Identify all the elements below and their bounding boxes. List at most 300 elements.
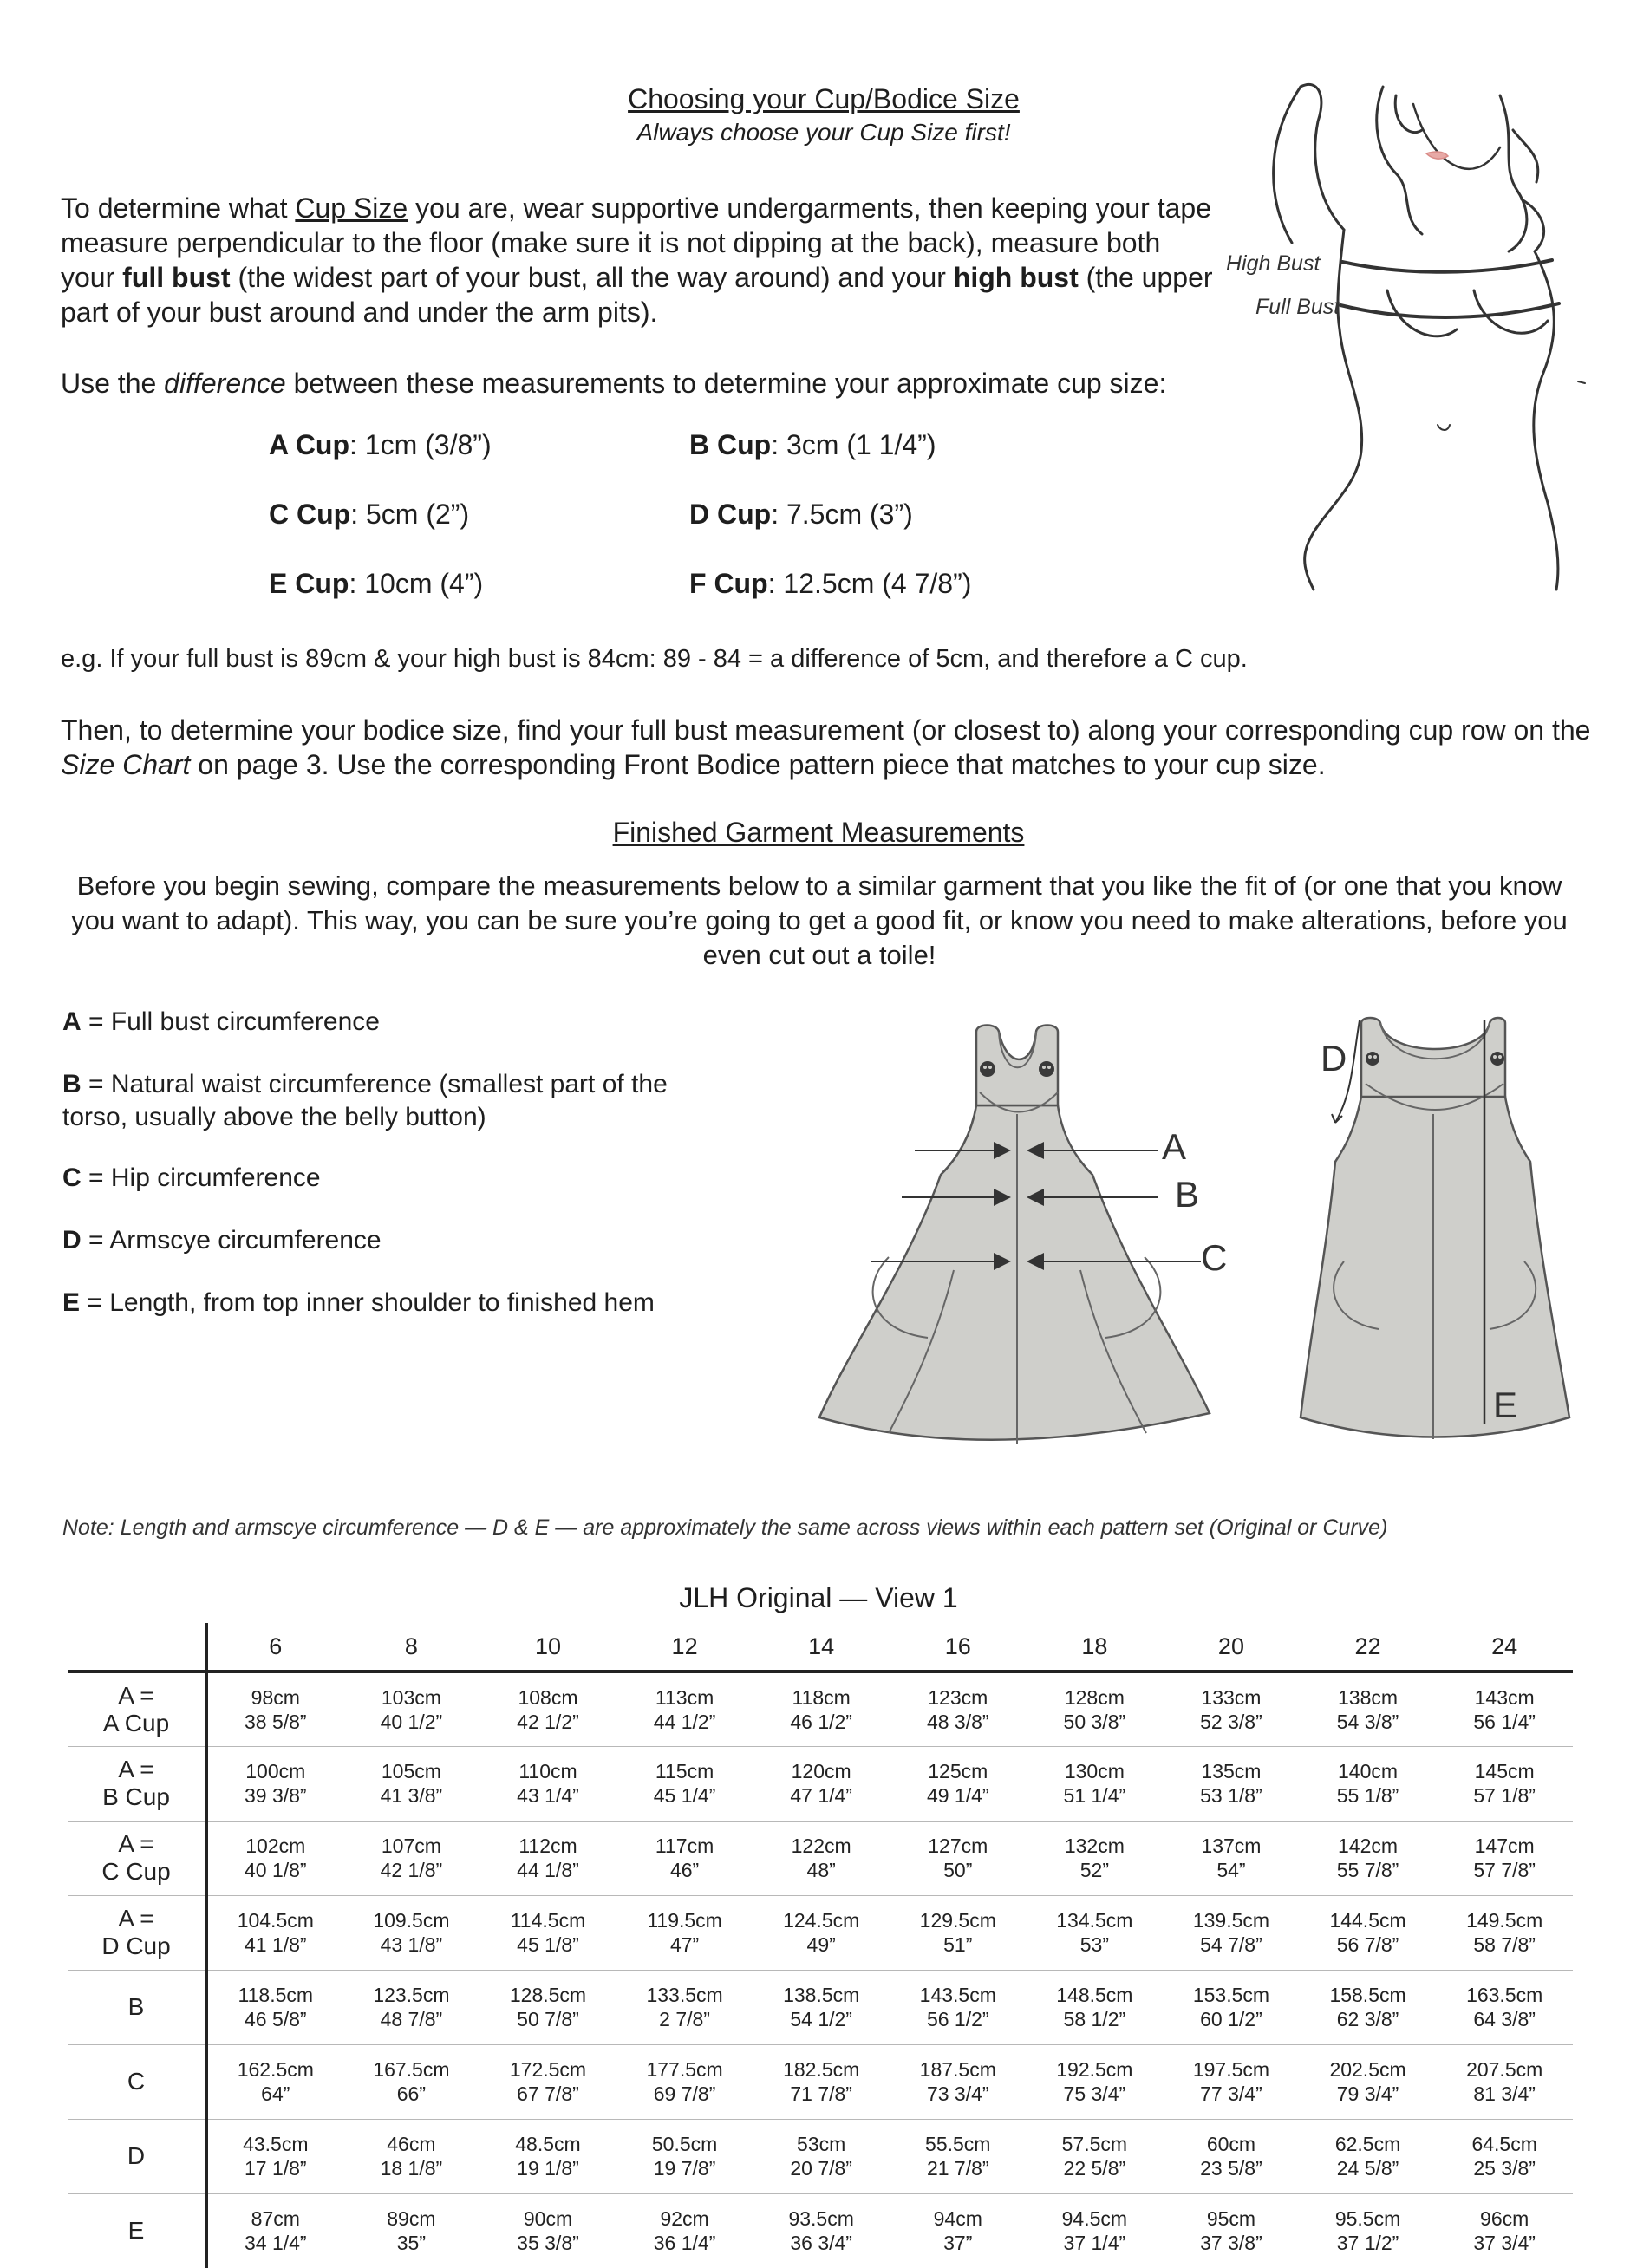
size-header: 16 (890, 1623, 1027, 1672)
measurement-cell (1163, 2044, 1300, 2119)
inch-value: 77 3/4” (1200, 2082, 1262, 2105)
inch-value: 35 3/8” (517, 2232, 579, 2255)
measurement-cell (206, 1746, 343, 1821)
cm-value: 43.5cm (243, 2133, 309, 2155)
inch-value: 37 1/4” (1063, 2232, 1126, 2255)
cm-value: 145cm (1474, 1760, 1535, 1782)
inch-value: 44 1/2” (653, 1710, 716, 1733)
inch-value: 56 7/8” (1336, 1933, 1399, 1956)
cm-value: 163.5cm (1466, 1984, 1543, 2006)
measurement-cell (479, 2044, 616, 2119)
cm-value: 89cm (387, 2207, 436, 2231)
inch-value: 17 1/8” (244, 2157, 307, 2180)
text-segment: To determine what (61, 192, 296, 224)
measurement-cell (1300, 1970, 1437, 2044)
cup-section-title: Choosing your Cup/Bodice Size (628, 83, 1020, 114)
table-row (68, 1895, 1573, 1970)
cm-value: 124.5cm (783, 1909, 860, 1932)
cm-value: 112cm (518, 1835, 577, 1857)
cm-value: 133.5cm (646, 1984, 723, 2006)
cm-value: 64.5cm (1471, 2133, 1537, 2155)
text-segment: (the upper part of your bust around and under the arm pits). (61, 262, 1213, 328)
cm-value: 132cm (1064, 1835, 1125, 1857)
measurement-cell (616, 1672, 753, 1746)
cm-value: 108cm (518, 1685, 578, 1709)
measurement-cell (206, 1970, 343, 2044)
size-header: 8 (343, 1623, 480, 1672)
cm-value: 60cm (1206, 2133, 1256, 2155)
row-label-line: E (127, 2217, 145, 2245)
inch-value: 41 3/8” (380, 1784, 443, 1807)
inch-value: 45 1/4” (653, 1784, 716, 1807)
cm-value: 113cm (655, 1685, 714, 1709)
diagram-letter-c: C (1201, 1237, 1228, 1278)
cm-value: 110cm (518, 1760, 577, 1782)
row-label (68, 1746, 206, 1821)
row-label (68, 2044, 206, 2119)
measurement-cell (753, 1821, 890, 1895)
row-label-line: A Cup (102, 1709, 170, 1737)
inch-value: 23 5/8” (1200, 2157, 1262, 2180)
inch-value: 21 7/8” (926, 2157, 989, 2180)
inch-value: 37” (943, 2232, 973, 2255)
inch-value: 22 5/8” (1063, 2157, 1126, 2180)
inch-value: 73 3/4” (926, 2082, 989, 2105)
table-row (68, 2193, 1573, 2268)
inch-value: 37 1/2” (1336, 2232, 1399, 2255)
cm-value: 119.5cm (647, 1909, 722, 1932)
cm-value: 149.5cm (1466, 1909, 1543, 1932)
cm-value: 130cm (1064, 1760, 1125, 1782)
measurement-cell (616, 2119, 753, 2193)
row-label-line: A = (118, 1681, 154, 1709)
text-segment: you are, wear supportive undergarments, then keeping your tape measure perpendicular to the floor (make sure it is not dipping at the back), measure both your (61, 192, 1211, 293)
cm-value: 87cm (251, 2207, 300, 2231)
measurement-cell (343, 1672, 480, 1746)
table-row (68, 1970, 1573, 2044)
front-dress-diagram (806, 1010, 1240, 1452)
cm-value: 172.5cm (509, 2058, 587, 2081)
inch-value: 44 1/8” (517, 1859, 579, 1881)
cm-value: 187.5cm (919, 2058, 996, 2081)
diagram-letter-b: B (1175, 1174, 1200, 1215)
measurement-cell (343, 1895, 480, 1970)
cm-value: 142cm (1338, 1835, 1399, 1857)
measurement-cell (479, 1746, 616, 1821)
table-row (68, 1821, 1573, 1895)
text-segment: Cup Size (295, 192, 408, 224)
cup-f: F Cup: 12.5cm (4 7/8”) (689, 568, 972, 599)
measurement-cell (753, 2044, 890, 2119)
inch-value: 50” (943, 1859, 973, 1881)
cup-section-subtitle: Always choose your Cup Size first! (636, 119, 1011, 146)
inch-value: 47 1/4” (790, 1784, 852, 1807)
row-label-line: C (127, 2068, 146, 2095)
cm-value: 123.5cm (373, 1984, 450, 2006)
row-label (68, 1672, 206, 1746)
measurement-cell (343, 1746, 480, 1821)
inch-value: 64 3/8” (1473, 2008, 1536, 2030)
size-header: 12 (616, 1623, 753, 1672)
inch-value: 2 7/8” (659, 2008, 710, 2030)
cm-value: 138.5cm (783, 1984, 860, 2006)
measurement-cell (616, 1970, 753, 2044)
inch-value: 55 7/8” (1336, 1859, 1399, 1881)
inch-value: 50 7/8” (517, 2008, 579, 2030)
measurement-cell (206, 1821, 343, 1895)
cm-value: 104.5cm (237, 1909, 314, 1932)
cup-d: D Cup: 7.5cm (3”) (689, 499, 913, 530)
text-segment: full bust (122, 262, 231, 293)
cm-value: 100cm (245, 1760, 306, 1782)
cm-value: 140cm (1338, 1760, 1399, 1782)
inch-value: 55 1/8” (1336, 1784, 1399, 1807)
lips-mark (1426, 152, 1448, 159)
cm-value: 128cm (1064, 1685, 1125, 1709)
cm-value: 50.5cm (651, 2133, 718, 2155)
measurement-cell (1436, 1672, 1573, 1746)
note-text: Note: Length and armscye circumference — D & E — are approximately the same across views within each pattern set (Original or Curve) (62, 1515, 1388, 1540)
row-label-line: A = (118, 1756, 154, 1782)
cm-value: 120cm (791, 1760, 851, 1782)
measurement-cell (1163, 2193, 1300, 2268)
inch-value: 64” (261, 2082, 290, 2105)
cm-value: 128.5cm (509, 1984, 587, 2006)
measurement-cell (890, 1895, 1027, 1970)
measurement-cell (206, 2119, 343, 2193)
size-header: 22 (1300, 1623, 1437, 1672)
inch-value: 19 7/8” (653, 2157, 716, 2180)
inch-value: 57 1/8” (1473, 1784, 1536, 1807)
measurement-cell (1163, 1672, 1300, 1746)
measurement-cell (1300, 1672, 1437, 1746)
inch-value: 51 1/4” (1063, 1784, 1126, 1807)
cm-value: 109.5cm (373, 1909, 450, 1932)
inch-value: 58 7/8” (1473, 1933, 1536, 1956)
cm-value: 57.5cm (1061, 2133, 1128, 2155)
inch-value: 37 3/8” (1200, 2232, 1262, 2255)
row-label (68, 2119, 206, 2193)
cm-value: 62.5cm (1334, 2133, 1401, 2155)
inch-value: 50 3/8” (1063, 1710, 1126, 1733)
measurement-cell (1436, 1970, 1573, 2044)
cm-value: 92cm (660, 2207, 709, 2231)
cm-value: 144.5cm (1329, 1909, 1406, 1932)
full-bust-label: Full Bust (1255, 295, 1340, 319)
inch-value: 54 3/8” (1336, 1710, 1399, 1733)
cm-value: 122cm (791, 1835, 851, 1857)
inch-value: 46” (669, 1859, 700, 1881)
measurement-cell (479, 1970, 616, 2044)
cm-value: 118cm (792, 1685, 851, 1709)
cm-value: 129.5cm (919, 1909, 996, 1932)
cm-value: 107cm (381, 1835, 441, 1857)
measurement-cell (1027, 1895, 1164, 1970)
table-row (68, 2044, 1573, 2119)
inch-value: 41 1/8” (244, 1933, 307, 1956)
measurement-cell (1300, 2193, 1437, 2268)
inch-value: 40 1/2” (380, 1710, 443, 1733)
measurement-cell (206, 2044, 343, 2119)
cup-example: e.g. If your full bust is 89cm & your high bust is 84cm: 89 - 84 = a difference of 5cm, and therefore a C cup. (61, 645, 1248, 673)
measurement-cell (343, 2193, 480, 2268)
text-segment: between these measurements to determine your approximate cup size: (285, 368, 1167, 399)
row-label-line: D (127, 2142, 146, 2169)
diagram-letter-d: D (1321, 1038, 1347, 1079)
table-header-row (68, 1623, 1573, 1672)
measurement-cell (1300, 2119, 1437, 2193)
measurement-cell (1436, 2193, 1573, 2268)
inch-value: 46 1/2” (790, 1710, 852, 1733)
cup-size-list (269, 429, 1101, 637)
cm-value: 103cm (381, 1685, 441, 1709)
inch-value: 56 1/4” (1473, 1710, 1536, 1733)
row-label-line: B Cup (102, 1783, 170, 1810)
cm-value: 117cm (655, 1835, 714, 1857)
measurement-cell (1436, 1746, 1573, 1821)
cm-value: 135cm (1201, 1760, 1262, 1782)
table-corner-cell (68, 1623, 206, 1672)
measurement-cell (1027, 1970, 1164, 2044)
measurement-cell (206, 2193, 343, 2268)
measurement-cell (1027, 1821, 1164, 1895)
cm-value: 95.5cm (1334, 2207, 1401, 2231)
cm-value: 143.5cm (919, 1984, 996, 2006)
measurement-cell (753, 2193, 890, 2268)
size-header: 20 (1163, 1623, 1300, 1672)
inch-value: 62 3/8” (1336, 2008, 1399, 2030)
definition-a: A = Full bust circumference (62, 1007, 380, 1036)
cm-value: 182.5cm (783, 2058, 860, 2081)
measurement-cell (753, 2119, 890, 2193)
cm-value: 55.5cm (925, 2133, 991, 2155)
high-bust-label: High Bust (1226, 251, 1321, 276)
cm-value: 167.5cm (373, 2058, 450, 2081)
size-header: 6 (206, 1623, 343, 1672)
table-body (68, 1672, 1573, 2268)
inch-value: 69 7/8” (653, 2082, 716, 2105)
cm-value: 197.5cm (1192, 2058, 1270, 2081)
inch-value: 54 1/2” (790, 2008, 852, 2030)
cup-b: B Cup: 3cm (1 1/4”) (689, 429, 936, 460)
body-figure-illustration (1214, 69, 1595, 590)
row-label (68, 1895, 206, 1970)
text-segment: Size Chart (61, 749, 191, 780)
measurement-cell (890, 1821, 1027, 1895)
inch-value: 40 1/8” (244, 1859, 307, 1881)
inch-value: 43 1/4” (517, 1784, 579, 1807)
inch-value: 67 7/8” (517, 2082, 579, 2105)
inch-value: 53” (1079, 1933, 1109, 1956)
back-dress-diagram (1292, 1010, 1578, 1444)
definition-d: D = Armscye circumference (62, 1226, 382, 1255)
inch-value: 45 1/8” (517, 1933, 579, 1956)
table-row (68, 1746, 1573, 1821)
inch-value: 42 1/2” (517, 1710, 579, 1733)
cm-value: 90cm (523, 2207, 573, 2231)
inch-value: 37 3/4” (1473, 2232, 1536, 2255)
measurement-cell (1300, 1821, 1437, 1895)
inch-value: 34 1/4” (244, 2232, 307, 2255)
definition-e: E = Length, from top inner shoulder to finished hem (62, 1288, 655, 1317)
measurement-cell (1436, 1895, 1573, 1970)
inch-value: 25 3/8” (1473, 2157, 1536, 2180)
bodice-paragraph (61, 713, 1613, 782)
row-label-line: C Cup (101, 1858, 171, 1885)
row-label (68, 1970, 206, 2044)
cm-value: 48.5cm (515, 2133, 581, 2155)
inch-value: 66” (396, 2082, 427, 2105)
measurement-cell (1163, 1746, 1300, 1821)
inch-value: 36 3/4” (790, 2232, 852, 2255)
table-title: JLH Original — View 1 (679, 1582, 958, 1613)
measurement-table (68, 1623, 1573, 2268)
measurement-cell (1163, 2119, 1300, 2193)
measurement-cell (479, 2119, 616, 2193)
cm-value: 53cm (797, 2133, 846, 2155)
cm-value: 94.5cm (1061, 2207, 1128, 2231)
measurement-cell (343, 1970, 480, 2044)
inch-value: 36 1/4” (653, 2232, 716, 2255)
row-label (68, 1821, 206, 1895)
inch-value: 54 7/8” (1200, 1933, 1262, 1956)
row-label-line: A = (118, 1830, 154, 1857)
measurement-cell (1300, 1895, 1437, 1970)
diagram-letter-e: E (1493, 1385, 1518, 1425)
cm-value: 153.5cm (1192, 1984, 1270, 2006)
size-header: 10 (479, 1623, 616, 1672)
measurement-cell (753, 1970, 890, 2044)
inch-value: 49 1/4” (926, 1784, 989, 1807)
text-segment: (the widest part of your bust, all the way around) and your (230, 262, 954, 293)
measurement-cell (1163, 1970, 1300, 2044)
inch-value: 58 1/2” (1063, 2008, 1126, 2030)
cup-difference-paragraph (61, 366, 1275, 401)
inch-value: 54” (1216, 1859, 1246, 1881)
cm-value: 148.5cm (1056, 1984, 1133, 2006)
cup-a: A Cup: 1cm (3/8”) (269, 429, 492, 460)
inch-value: 53 1/8” (1200, 1784, 1262, 1807)
row-label-line: A = (118, 1905, 154, 1932)
measurement-cell (753, 1672, 890, 1746)
inch-value: 51” (943, 1933, 973, 1956)
inch-value: 43 1/8” (380, 1933, 443, 1956)
cm-value: 96cm (1480, 2207, 1529, 2231)
inch-value: 47” (669, 1933, 700, 1956)
measurement-cell (1300, 2044, 1437, 2119)
text-segment: Then, to determine your bodice size, find your full bust measurement (or closest to) along your corresponding cup row on the (61, 714, 1591, 746)
measurement-cell (890, 2044, 1027, 2119)
inch-value: 49” (806, 1933, 836, 1956)
text-segment: on page 3. Use the corresponding Front Bodice pattern piece that matches to your cup size. (190, 749, 1326, 780)
measurement-cell (1163, 1821, 1300, 1895)
cm-value: 125cm (928, 1760, 988, 1782)
measurement-cell (890, 1746, 1027, 1821)
cm-value: 105cm (381, 1760, 441, 1782)
inch-value: 81 3/4” (1473, 2082, 1536, 2105)
table-row (68, 2119, 1573, 2193)
inch-value: 19 1/8” (517, 2157, 579, 2180)
inch-value: 46 5/8” (244, 2008, 307, 2030)
inch-value: 42 1/8” (380, 1859, 443, 1881)
measurement-cell (206, 1895, 343, 1970)
cm-value: 162.5cm (237, 2058, 314, 2081)
cm-value: 123cm (928, 1685, 988, 1709)
inch-value: 48 3/8” (926, 1710, 989, 1733)
inch-value: 39 3/8” (244, 1784, 307, 1807)
measurement-cell (616, 1746, 753, 1821)
cm-value: 102cm (245, 1835, 306, 1857)
inch-value: 52” (1079, 1859, 1109, 1881)
measurement-cell (890, 2119, 1027, 2193)
measurement-cell (479, 1821, 616, 1895)
measurement-cell (890, 1672, 1027, 1746)
row-label-line: D Cup (101, 1932, 171, 1959)
cm-value: 147cm (1474, 1835, 1535, 1857)
measurement-cell (753, 1895, 890, 1970)
measurement-cell (343, 1821, 480, 1895)
diagram-letter-a: A (1162, 1126, 1187, 1167)
measurement-cell (1300, 1746, 1437, 1821)
inch-value: 60 1/2” (1200, 2008, 1262, 2030)
cup-c: C Cup: 5cm (2”) (269, 499, 470, 530)
inch-value: 35” (396, 2232, 427, 2255)
measurement-cell (1436, 2119, 1573, 2193)
measurement-cell (1027, 1672, 1164, 1746)
cm-value: 93.5cm (788, 2207, 854, 2231)
cm-value: 94cm (933, 2207, 982, 2231)
row-label (68, 2193, 206, 2268)
measurement-cell (479, 1672, 616, 1746)
measurement-cell (1027, 2193, 1164, 2268)
measurement-cell (206, 1672, 343, 1746)
measurement-cell (1436, 1821, 1573, 1895)
table-row (68, 1672, 1573, 1746)
cm-value: 118.5cm (238, 1984, 314, 2006)
measurement-cell (1027, 2044, 1164, 2119)
cm-value: 158.5cm (1329, 1984, 1406, 2006)
measurement-cell (1436, 2044, 1573, 2119)
cm-value: 98cm (251, 1685, 300, 1709)
inch-value: 79 3/4” (1336, 2082, 1399, 2105)
cm-value: 134.5cm (1056, 1909, 1133, 1932)
inch-value: 52 3/8” (1200, 1710, 1262, 1733)
row-label-line: B (127, 1993, 145, 2020)
inch-value: 48” (806, 1859, 836, 1881)
measurement-cell (343, 2119, 480, 2193)
cm-value: 114.5cm (510, 1909, 586, 1932)
measurement-cell (1027, 2119, 1164, 2193)
cm-value: 95cm (1206, 2207, 1256, 2231)
inch-value: 48 7/8” (380, 2008, 443, 2030)
text-segment: Use the (61, 368, 165, 399)
cm-value: 133cm (1201, 1685, 1262, 1709)
text-segment: difference (164, 368, 286, 399)
inch-value: 24 5/8” (1336, 2157, 1399, 2180)
cm-value: 139.5cm (1192, 1909, 1270, 1932)
cm-value: 207.5cm (1466, 2058, 1543, 2081)
inch-value: 71 7/8” (790, 2082, 852, 2105)
inch-value: 57 7/8” (1473, 1859, 1536, 1881)
text-segment: high bust (953, 262, 1079, 293)
cm-value: 177.5cm (646, 2058, 723, 2081)
cm-value: 143cm (1474, 1685, 1535, 1709)
measurement-cell (479, 2193, 616, 2268)
cm-value: 137cm (1201, 1835, 1262, 1857)
garment-section-title: Finished Garment Measurements (612, 817, 1025, 848)
definition-b: B = Natural waist circumference (smallest part of the torso, usually above the belly button) (62, 1070, 668, 1131)
garment-section-intro: Before you begin sewing, compare the measurements below to a similar garment that you like the fit of (or one that you know you want to adapt). This way, you can be sure you’re going to get a good fit, or know you need to make alterations, before you even cut out a toile! (71, 870, 1568, 970)
